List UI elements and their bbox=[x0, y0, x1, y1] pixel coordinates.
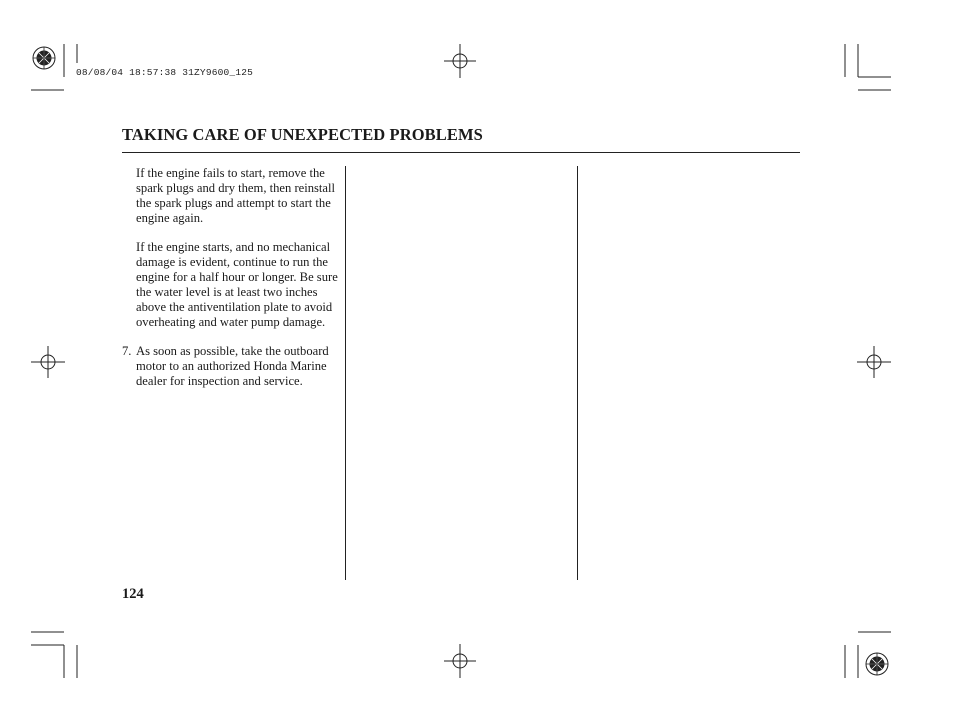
column-divider-2 bbox=[577, 166, 578, 580]
crosshair-circle-icon bbox=[444, 44, 476, 78]
page-number: 124 bbox=[122, 586, 144, 602]
page-title: TAKING CARE OF UNEXPECTED PROBLEMS bbox=[122, 125, 483, 144]
step-number: 7. bbox=[122, 344, 132, 358]
crop-mark-bottom-left bbox=[31, 632, 77, 678]
header-rule bbox=[122, 152, 800, 153]
step-text: As soon as possible, take the outboard motor to an authorized Honda Marine dealer for inspection and service. bbox=[136, 344, 329, 388]
crosshair-circle-icon bbox=[857, 346, 891, 378]
crosshair-circle-icon bbox=[444, 644, 476, 678]
starburst-target-icon bbox=[33, 47, 55, 69]
print-timestamp: 08/08/04 18:57:38 31ZY9600_125 bbox=[76, 67, 254, 78]
crop-mark-top-right bbox=[845, 44, 891, 90]
crosshair-circle-icon bbox=[31, 346, 65, 378]
paragraph-restart: If the engine fails to start, remove the spark plugs and dry them, then reinstall the spark plugs and attempt to start the engine again. bbox=[136, 166, 336, 225]
step-7 bbox=[122, 344, 341, 389]
column-divider-1 bbox=[345, 166, 346, 580]
text-column-1 bbox=[122, 166, 341, 389]
starburst-target-icon bbox=[866, 653, 888, 675]
paragraph-run-engine: If the engine starts, and no mechanical damage is evident, continue to run the engine for a half hour or longer. Be sure the water level is at least two inches above the antiventilation plate to avoid overheating and water pump damage. bbox=[136, 240, 338, 329]
